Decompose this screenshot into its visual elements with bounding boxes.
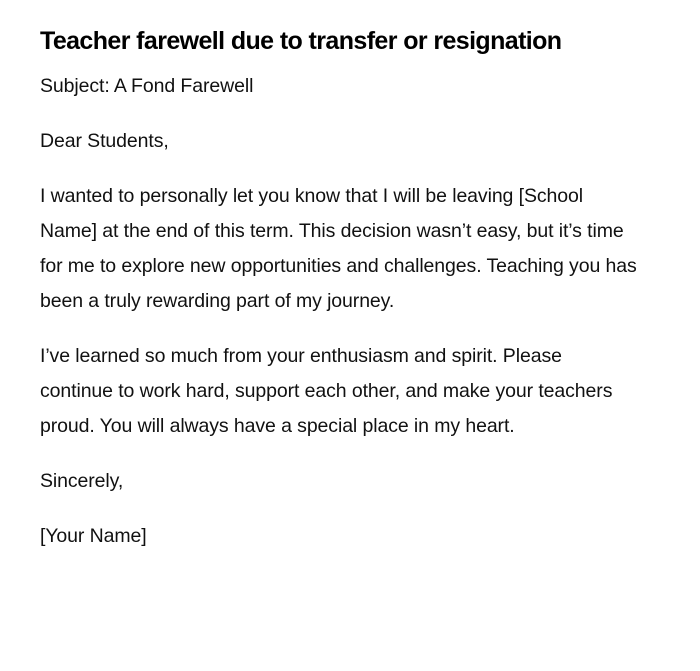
body-paragraph-2: I’ve learned so much from your enthusiasm and spirit. Please continue to work hard, support each other, and make your teachers proud. You will always have a special place in my heart. xyxy=(40,345,613,437)
signature: [Your Name] xyxy=(40,525,147,547)
document-title: Teacher farewell due to transfer or resignation xyxy=(40,27,562,55)
subject-line: Subject: A Fond Farewell xyxy=(40,75,254,97)
closing: Sincerely, xyxy=(40,470,124,492)
letter-document xyxy=(40,24,640,574)
greeting: Dear Students, xyxy=(40,130,169,152)
body-paragraph-1: I wanted to personally let you know that I will be leaving [School Name] at the end of this term. This decision wasn’t easy, but it’s time for me to explore new opportunities and challenges. Teaching you has been a truly rewarding part of my journey. xyxy=(40,185,637,312)
